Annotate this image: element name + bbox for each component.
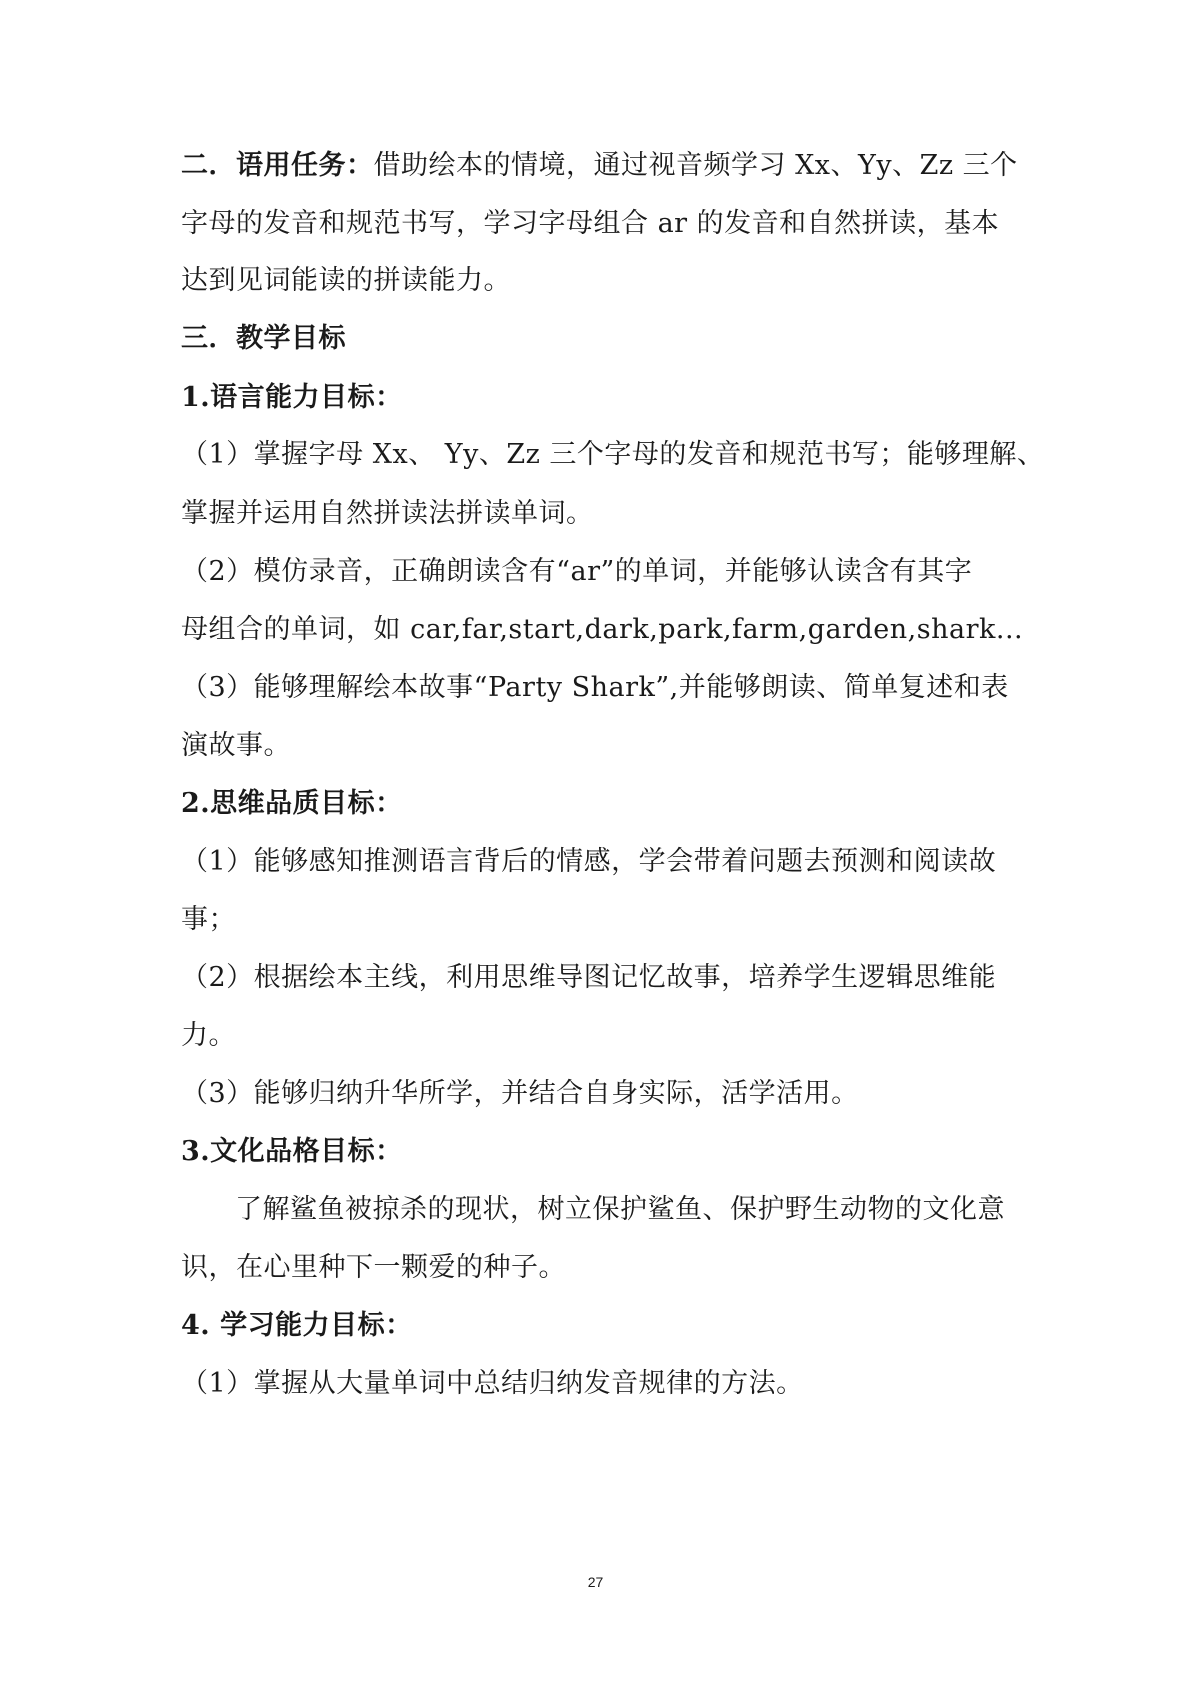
goal4-item1-line1: （1）掌握从大量单词中总结归纳发音规律的方法。: [181, 1368, 804, 1399]
goal2-heading: 2.思维品质目标：: [181, 788, 403, 819]
goal2-item1-line1: （1）能够感知推测语言背后的情感，学会带着问题去预测和阅读故: [181, 846, 997, 877]
goal1-item2-line2: 母组合的单词，如 car,far,start,dark,park,farm,garden,shark...: [181, 614, 1024, 645]
goal3-heading: 3.文化品格目标：: [181, 1136, 403, 1167]
goal2-item2-line1: （2）根据绘本主线，利用思维导图记忆故事，培养学生逻辑思维能: [181, 962, 997, 993]
section2-line3: 达到见词能读的拼读能力。: [181, 265, 511, 296]
goal2-item1-line2: 事；: [181, 904, 236, 935]
goal1-item1-line2: 掌握并运用自然拼读法拼读单词。: [181, 498, 594, 529]
goal1-heading: 1.语言能力目标：: [181, 382, 403, 413]
goal1-item3-line1: （3）能够理解绘本故事“Party Shark”,并能够朗读、简单复述和表: [181, 672, 1009, 703]
goal1-item1-line1: （1）掌握字母 Xx、 Yy、Zz 三个字母的发音和规范书写；能够理解、: [181, 439, 1045, 470]
goal4-heading: 4. 学习能力目标：: [181, 1310, 413, 1341]
goal1-item2-line1: （2）模仿录音，正确朗读含有“ar”的单词，并能够认读含有其字: [181, 556, 973, 587]
section3-heading: 三．教学目标: [181, 323, 346, 354]
goal1-item3-line2: 演故事。: [181, 730, 291, 761]
section2-heading: 二．语用任务：: [181, 150, 374, 181]
page-number: 27: [587, 1574, 604, 1590]
goal2-item2-line2: 力。: [181, 1020, 236, 1051]
goal3-para-line1: 了解鲨鱼被掠杀的现状，树立保护鲨鱼、保护野生动物的文化意: [235, 1194, 1005, 1225]
section2-line2: 字母的发音和规范书写，学习字母组合 ar 的发音和自然拼读，基本: [181, 208, 1000, 239]
goal2-item3-line1: （3）能够归纳升华所学，并结合自身实际，活学活用。: [181, 1078, 859, 1109]
section2-line1: 二．语用任务：借助绘本的情境，通过视音频学习 Xx、Yy、Zz 三个: [181, 150, 1018, 181]
goal3-para-line2: 识，在心里种下一颗爱的种子。: [181, 1252, 566, 1283]
